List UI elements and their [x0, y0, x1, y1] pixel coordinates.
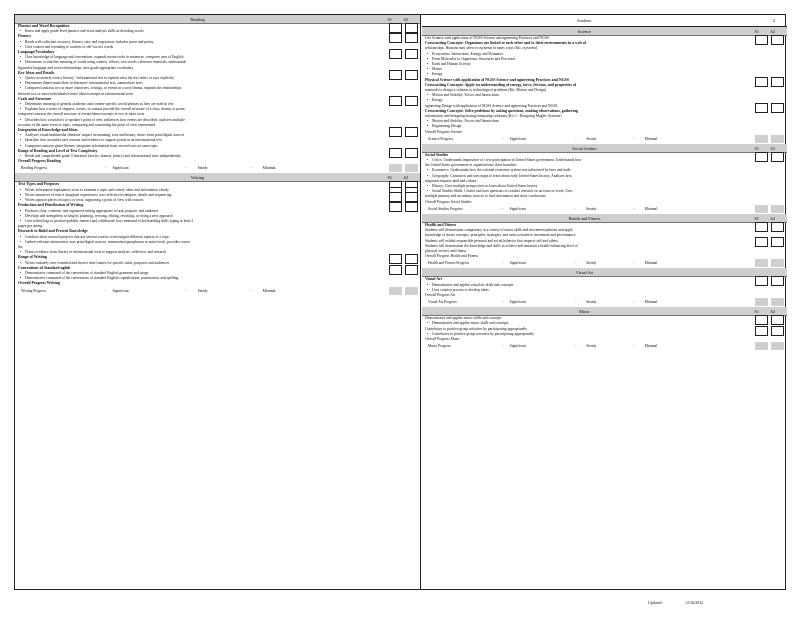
- writing-progress-row: [15, 287, 420, 296]
- standard-text: • Energy: [422, 98, 787, 103]
- key-separator: -: [633, 206, 635, 211]
- score-box-s1[interactable]: [389, 265, 402, 275]
- semester-1-label: S1: [754, 145, 759, 151]
- music-progress-row: [422, 342, 787, 351]
- progress-box-s1: [755, 298, 768, 306]
- subheading: Conventions of Standard nglish: [18, 265, 71, 270]
- key-separator: -: [633, 344, 635, 349]
- key-separator: -: [502, 300, 504, 305]
- semester-2-label: S2: [770, 29, 775, 34]
- standard-text: • Compares/contrasts two or more characters, settings, or events in a story/drama, explains the relationships: [15, 86, 420, 91]
- visual_art-title: Visual Art: [575, 270, 594, 276]
- key-separator: -: [575, 344, 577, 349]
- semester-2-label: S2: [770, 145, 775, 151]
- standard-text: • Energy: [422, 72, 787, 77]
- standard-text: • Writes routinely over extended and shorter time frames for specific tasks, purposes and audiences: [15, 261, 420, 266]
- score-box-s1[interactable]: [755, 103, 768, 113]
- standard-text: • Contributes to positive group activities by participating appropriately: [422, 332, 787, 337]
- key-significant: Significant: [509, 261, 526, 266]
- progress-box-s1: [755, 342, 768, 350]
- social-studies-section: [422, 144, 787, 214]
- standard-text: • From Molecules to Organisms: Structures and Processes: [422, 57, 787, 62]
- score-box-s2[interactable]: [405, 49, 418, 59]
- score-box-s1[interactable]: [755, 77, 768, 87]
- standard-text: • Reads and comprehends grade 5 literature (stories, dramas, poetry) and informational texts independently: [15, 154, 420, 159]
- right-column: [422, 15, 787, 589]
- score-box-s2[interactable]: [771, 222, 784, 232]
- standard-text: • Demonstrates and applies music skills and concepts: [422, 321, 787, 326]
- score-box-s1[interactable]: [389, 70, 402, 80]
- key-significant: Significant: [112, 166, 129, 171]
- subheading: Key Ideas and Details: [18, 70, 55, 75]
- score-box-s1[interactable]: [389, 254, 402, 264]
- score-box-s1[interactable]: [389, 96, 402, 106]
- key-separator: -: [250, 288, 252, 293]
- subheading: Crosscutting Concepts: Solve problems by asking questions, making observations, gathering: [425, 108, 578, 113]
- standard-text: • Demonstrates command of the conventions of standard English grammar and usage: [15, 271, 420, 276]
- standard-text: migration impacts land and culture: [425, 178, 477, 183]
- score-box-s2[interactable]: [405, 202, 418, 212]
- science-header: [422, 27, 787, 36]
- standard-text: information, and designing/testing/computing solutions (Kit: l - Designing Maglev Systems): [425, 114, 562, 119]
- grade-value: 2: [772, 18, 775, 23]
- score-box-s2[interactable]: [405, 96, 418, 106]
- progress-box-s2: [771, 259, 784, 267]
- key-steady: Steady: [586, 136, 597, 141]
- key-steady: Steady: [197, 166, 208, 171]
- progress-box-s1: [389, 164, 402, 172]
- music-title: Music: [579, 309, 590, 315]
- standard-text: • Draws evidence from literary or informational texts to support analysis, reflection, and research: [15, 250, 420, 255]
- semester-1-label: S1: [754, 309, 759, 315]
- standard-text: Overall Progress Social Studies: [425, 199, 472, 204]
- visual_art-body: [422, 277, 787, 298]
- standard-text: • Engineering Design: [422, 124, 787, 129]
- writing-section: [15, 173, 420, 295]
- semester-2-label: S2: [770, 309, 775, 315]
- progress-box-s1: [389, 287, 402, 295]
- standard-text: Demonstrates and applies music skills and concepts: [425, 316, 502, 321]
- score-box-s1[interactable]: [389, 127, 402, 137]
- standard-text: • Describes how a narrator's or speaker's point of view influences how events are described, analyzes multiple: [15, 118, 420, 123]
- social-body: [422, 153, 787, 205]
- standard-text: • Gathers relevant information, uses print/digital sources, summarizes/paraphrases in notes/work, provides source: [15, 240, 420, 245]
- standard-text: • Reads with sufficient accuracy, fluency, rate, and expression; includes prose and poetry: [15, 40, 420, 45]
- health-progress-label: Health and Fitness Progress: [428, 261, 470, 266]
- key-separator: -: [502, 261, 504, 266]
- standard-text: • Writes narratives of real or imagined experiences, uses effective techniques, details and sequencing: [15, 193, 420, 198]
- reading-progress-row: [15, 164, 420, 173]
- score-box-s2[interactable]: [405, 70, 418, 80]
- key-separator: -: [502, 344, 504, 349]
- writing-body: [15, 182, 420, 286]
- science-progress-row: [422, 135, 787, 144]
- health-fitness-section: [422, 214, 787, 268]
- key-minimal: Minimal: [644, 344, 658, 349]
- subheading: Range of Reading and Level of Text Complexity: [18, 148, 98, 153]
- music-progress-label: Music Progress: [428, 344, 451, 349]
- science-progress-label: Science Progress: [428, 136, 454, 141]
- standard-text: compares/contrasts the overall structure of events/ideas/concepts in two or more texts: [18, 112, 145, 117]
- standard-text: • Motion and Stability: Forces and Interactions: [422, 119, 787, 124]
- writing-progress-label: Writing Progress: [21, 288, 46, 293]
- score-box-s1[interactable]: [389, 23, 402, 33]
- score-box-s2[interactable]: [771, 326, 784, 336]
- standard-text: Students will demonstrate competency in a variety of motor skills and movement patterns and apply: [425, 228, 573, 233]
- key-separator: -: [633, 136, 635, 141]
- music-header: [422, 307, 787, 316]
- semester-1-label: S1: [754, 215, 759, 221]
- key-separator: -: [185, 288, 187, 293]
- score-box-s1[interactable]: [755, 315, 768, 325]
- standard-text: • History: Uses multiple perspectives to learn about United States history: [422, 184, 787, 189]
- standard-text: materials to design a solution to technological problems (Kit: Motion and Design): [425, 88, 546, 93]
- key-separator: -: [633, 300, 635, 305]
- key-separator: -: [250, 166, 252, 171]
- key-separator: -: [575, 261, 577, 266]
- subheading: Phonics and Word Recognition: [18, 24, 70, 28]
- standard-text: • Quotes accurately from a literary / informational text to explain what the text infers or says explicitly: [15, 76, 420, 81]
- score-box-s1[interactable]: [389, 202, 402, 212]
- semester-2-label: S2: [403, 17, 408, 22]
- score-box-s1[interactable]: [755, 276, 768, 286]
- subheading: Overall Progress Reading: [18, 159, 61, 164]
- subheading: Visual Art: [425, 277, 443, 282]
- key-separator: -: [104, 288, 106, 293]
- semester-2-label: S2: [770, 215, 775, 221]
- updated-date: 12/16/2022: [685, 600, 704, 605]
- health-progress-row: [422, 259, 787, 268]
- score-box-s1[interactable]: [389, 33, 402, 43]
- standard-text: between two or more individuals/events/ ideas/concepts in informational texts: [18, 91, 134, 96]
- reading-body: [15, 24, 420, 164]
- standard-text: • Identifies how an author uses reasons and evidence to support points in an informational text: [15, 138, 420, 143]
- standard-text: • Uses context and rereading to confirm or self-correct words: [15, 45, 420, 50]
- standard-text: • Determines or clarifies meaning of words using context, affixes, root words, reference materials; understands: [15, 60, 420, 65]
- standard-text: • Explains how a series of chapters, scenes, or stanzas provide the overall structure of a story, drama, or poem,: [15, 107, 420, 112]
- progress-box-s2: [771, 205, 784, 213]
- standard-text: figurative language and word relationships, uses grade appropriate vocabulary: [18, 65, 134, 70]
- social-progress-row: [422, 205, 787, 214]
- subheading: Range of Writing: [18, 255, 47, 260]
- standard-text: • Determines theme/main ideas in literature/ informational text, summarizes texts: [15, 81, 420, 86]
- health-header: [422, 214, 787, 223]
- standard-text: • Uses technology to produce/publish, interact and collaborate; has command of keyboarding skills typing at least 2: [15, 219, 420, 224]
- subheading: Crosscutting Concepts: Organisms are linked to each other and to their environments in a web of: [425, 41, 586, 46]
- standard-text: • Motion and Stability: Forces and Interactions: [422, 93, 787, 98]
- semester-2-label: S2: [403, 175, 408, 181]
- semester-1-label: S1: [754, 29, 759, 34]
- key-minimal: Minimal: [644, 206, 658, 211]
- subheading: Text Types and Purposes: [18, 182, 60, 187]
- key-separator: -: [502, 206, 504, 211]
- subheading: Research to Build and Present Knowledge: [18, 229, 88, 234]
- score-box-s1[interactable]: [755, 222, 768, 232]
- subheading: Crosscutting Concepts: Apply an understanding of energy, force, friction, and properties of: [425, 82, 577, 87]
- visual_art-progress-row: [422, 298, 787, 307]
- progress-box-s2: [771, 298, 784, 306]
- key-significant: Significant: [509, 136, 526, 141]
- score-box-s1[interactable]: [755, 326, 768, 336]
- standard-text: • Develops and strengthens writing by planning, revising, editing, rewriting, or trying a new approach: [15, 214, 420, 219]
- key-separator: -: [575, 206, 577, 211]
- social-header: [422, 144, 787, 153]
- standard-text: • Earth and Human Activity: [422, 62, 787, 67]
- key-steady: Steady: [586, 206, 597, 211]
- standard-text: • Know and apply grade-level phonics and word analysis skills in decoding words: [15, 29, 420, 34]
- score-box-s2[interactable]: [405, 192, 418, 202]
- key-steady: Steady: [586, 300, 597, 305]
- standard-text: • Writes opinion pieces on topics or texts, supporting a point of view with reasons: [15, 198, 420, 203]
- progress-box-s1: [755, 135, 768, 143]
- key-steady: Steady: [586, 344, 597, 349]
- key-separator: -: [502, 136, 504, 141]
- standard-text: Overall Progress Art: [425, 292, 456, 297]
- subheading: Physical Science with application of NGSS Science and ngineering Practices and NGSS: [425, 77, 570, 82]
- standard-text: Life Science with application of NGSS Science and ngineering Practices and NGSS: [425, 36, 549, 40]
- key-separator: -: [185, 166, 187, 171]
- key-minimal: Minimal: [262, 166, 276, 171]
- student-label: Student:: [576, 18, 592, 23]
- standard-text: physical activity and fitness.: [425, 248, 467, 253]
- standard-text: Students will exhibit responsible personal and social behavior that respects self and others.: [425, 238, 559, 243]
- key-minimal: Minimal: [644, 136, 658, 141]
- updated-label: Updated:: [648, 600, 663, 605]
- standard-text: • Uses knowledge of language and conventions, expands nouns/verbs in sentences, compares uses of English: [15, 55, 420, 60]
- standard-text: knowledge of motor concepts, principles, strategies, and tactics related to movement and performance.: [425, 233, 577, 238]
- standard-text: accounts of the same event or topic, comparing and contrasting the point of view represented: [18, 122, 156, 127]
- standard-text: • Ecosystems: Interactions, Energy and Dynamics: [422, 52, 787, 57]
- visual_art-progress-label: Visual Art Progress: [428, 300, 457, 305]
- standard-text: • Analyzes visual/multimedia elements' impact on meaning, tone and beauty, draws from print/digital sources: [15, 133, 420, 138]
- subheading: Craft and Structure: [18, 96, 52, 101]
- standard-text: list: [18, 244, 23, 249]
- key-steady: Steady: [197, 288, 208, 293]
- score-box-s1[interactable]: [389, 148, 402, 158]
- key-significant: Significant: [509, 206, 526, 211]
- key-significant: Significant: [509, 344, 526, 349]
- standard-text: Overall Progress Music: [425, 336, 460, 341]
- social-title: Social Studies: [572, 145, 597, 151]
- reading-section: [15, 15, 420, 173]
- score-box-s2[interactable]: [771, 77, 784, 87]
- score-box-s2[interactable]: [405, 265, 418, 275]
- standard-text: ngineering Design with application of NGSS Science and ngineering Practices and NGSS: [425, 103, 558, 108]
- key-separator: -: [633, 261, 635, 266]
- progress-box-s2: [405, 164, 418, 172]
- subheading: Health and Fitness: [425, 222, 457, 227]
- writing-title: Writing: [190, 175, 205, 181]
- writing-header: [15, 173, 420, 182]
- reading-header: [15, 15, 420, 24]
- science-section: [422, 27, 787, 144]
- progress-box-s2: [771, 135, 784, 143]
- score-box-s2[interactable]: [405, 254, 418, 264]
- standard-text: Contributes to positive group activities by participating appropriately: [425, 326, 528, 331]
- report-card: [14, 14, 786, 590]
- subheading: Social Studies: [425, 152, 449, 157]
- student-row: [422, 15, 787, 27]
- score-box-s1[interactable]: [755, 237, 768, 247]
- standard-text: pages per sitting: [18, 224, 43, 229]
- progress-box-s2: [771, 342, 784, 350]
- standard-text: • Geography: Constructs and uses maps to learn about early United States history, Analyzes how: [422, 174, 787, 179]
- score-box-s1[interactable]: [755, 35, 768, 45]
- science-body: [422, 36, 787, 135]
- semester-1-label: S1: [387, 17, 392, 22]
- score-box-s2[interactable]: [405, 127, 418, 137]
- subheading: Overall Progress Writing: [18, 281, 60, 286]
- score-box-s2[interactable]: [405, 23, 418, 33]
- subheading: Integration of Knowledge and Ideas: [18, 128, 78, 133]
- standard-text: • Matter: [422, 67, 787, 72]
- standard-text: • Civics: Understands importance of civic participation in United States government, Understands how: [422, 158, 787, 163]
- music-body: [422, 316, 787, 342]
- score-box-s2[interactable]: [771, 237, 784, 247]
- standard-text: • Economics: Understands how the colonial economic system was influenced by laws and trade: [422, 168, 787, 173]
- science-title: Science: [577, 29, 592, 34]
- standard-text: • Uses creative process to develop ideas: [422, 288, 787, 293]
- key-separator: -: [575, 300, 577, 305]
- standard-text: • Compares/contrasts genre/themes, integrates information from several texts on same topic: [15, 144, 420, 149]
- reading-title: Reading: [190, 17, 205, 22]
- key-separator: -: [575, 136, 577, 141]
- score-box-s2[interactable]: [771, 35, 784, 45]
- score-box-s1[interactable]: [389, 49, 402, 59]
- score-box-s2[interactable]: [771, 103, 784, 113]
- standard-text: • Demonstrates command of the conventions of standard English capitalization, punctuation, and spelling: [15, 276, 420, 281]
- semester-1-label: S1: [387, 175, 392, 181]
- key-separator: -: [104, 166, 106, 171]
- standard-text: • Conducts short research projects that use several sources to investigate different aspects of a topic: [15, 235, 420, 240]
- music-section: [422, 307, 787, 351]
- score-box-s1[interactable]: [389, 192, 402, 202]
- standard-text: multiple primary and secondary sources to find information and draw conclusions: [425, 194, 546, 199]
- standard-text: • Writes informative/explanatory texts to examine a topic and convey ideas and information clearly: [15, 188, 420, 193]
- health-body: [422, 223, 787, 259]
- score-box-s2[interactable]: [771, 276, 784, 286]
- health-title: Health and Fitness: [568, 215, 601, 221]
- subheading: Language/Vocabulary: [18, 50, 55, 55]
- left-column: [15, 15, 421, 589]
- standard-text: • Produces clear, coherent, and organized writing appropriate to task, purpose, and audience: [15, 209, 420, 214]
- progress-box-s1: [755, 259, 768, 267]
- score-box-s2[interactable]: [405, 33, 418, 43]
- visual-art-section: [422, 268, 787, 307]
- progress-box-s1: [755, 205, 768, 213]
- key-significant: Significant: [112, 288, 129, 293]
- score-box-s2[interactable]: [771, 152, 784, 162]
- social-progress-label: Social Studies Progress: [428, 206, 463, 211]
- key-minimal: Minimal: [644, 300, 658, 305]
- visual_art-header: [422, 268, 787, 277]
- progress-box-s2: [405, 287, 418, 295]
- reading-progress-label: Reading Progress: [21, 166, 47, 171]
- score-box-s2[interactable]: [405, 148, 418, 158]
- standard-text: • Social Studies Skills: Creates and uses questions to conduct research on an issue or event, Uses: [422, 189, 787, 194]
- standard-text: • Demonstrates and applies visual art skills and concepts: [422, 283, 787, 288]
- key-steady: Steady: [586, 261, 597, 266]
- subheading: Fluency: [18, 34, 32, 39]
- key-minimal: Minimal: [262, 288, 276, 293]
- key-significant: Significant: [509, 300, 526, 305]
- score-box-s2[interactable]: [771, 315, 784, 325]
- standard-text: Overall Progress Science: [425, 129, 463, 134]
- score-box-s1[interactable]: [755, 152, 768, 162]
- key-minimal: Minimal: [644, 261, 658, 266]
- standard-text: relationships. Humans may affect ecosystems in many ways (Kit: osystems): [425, 46, 538, 51]
- standard-text: Students will demonstrate the knowledge and skills to achieve and maintain a health-enhancing level of: [425, 243, 578, 248]
- subheading: Production and Distribution of Writing: [18, 203, 84, 208]
- standard-text: Overall Progress Health and Fitness: [425, 254, 479, 259]
- standard-text: the United States government is organized into three branches: [425, 163, 517, 168]
- standard-text: • Determines meaning of general academic and content-specific words/phrases as they are used in text: [15, 102, 420, 107]
